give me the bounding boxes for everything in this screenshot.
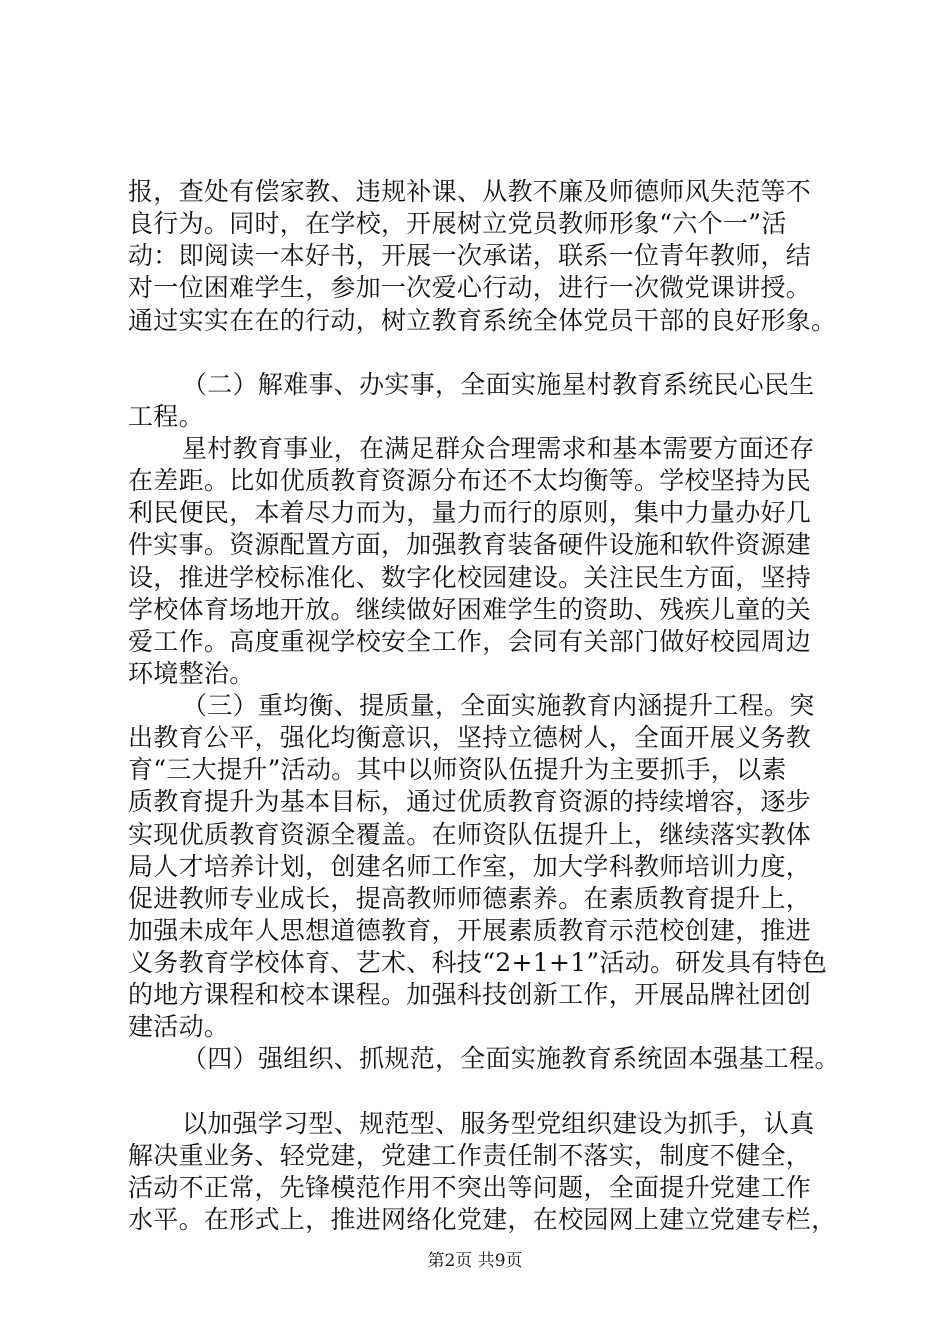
- text-line: 义务教育学校体育、艺术、科技“2+1+1”活动。研发具有特色: [128, 948, 828, 977]
- text-line: 动：即阅读一本好书，开展一次承诺，联系一位青年教师，结: [128, 241, 812, 271]
- text-line: 设，推进学校标准化、数字化校园建设。关注民生方面，坚持: [128, 562, 812, 592]
- text-line: 出教育公平，强化均衡意识，坚持立德树人，全面开展义务教: [128, 723, 812, 753]
- text-line: 通过实实在在的行动，树立教育系统全体党员干部的良好形象。: [128, 305, 837, 335]
- text-line: 爱工作。高度重视学校安全工作，会同有关部门做好校园周边: [128, 626, 812, 656]
- text-line: 水平。在形式上，推进网络化党建，在校园网上建立党建专栏，: [128, 1205, 837, 1234]
- text-line: 在差距。比如优质教育资源分布还不太均衡等。学校坚持为民: [128, 466, 812, 496]
- text-line: 工程。: [128, 401, 204, 431]
- text-line: 建活动。: [128, 1012, 230, 1042]
- section-heading: （三）重均衡、提质量，全面实施教育内涵提升工程。突: [182, 691, 815, 720]
- text-line: 局人才培养计划，创建名师工作室，加大学科教师培训力度，: [128, 851, 812, 881]
- text-line: 实现优质教育资源全覆盖。在师资队伍提升上，继续落实教体: [128, 819, 812, 849]
- section-heading: （四）强组织、抓规范，全面实施教育系统固本强基工程。: [182, 1044, 840, 1074]
- text-line: 良行为。同时，在学校，开展树立党员教师形象“六个一”活: [128, 209, 787, 239]
- text-line: 报，查处有偿家教、违规补课、从教不廉及师德师风失范等不: [128, 177, 812, 206]
- text-line: 以加强学习型、规范型、服务型党组织建设为抓手，认真: [182, 1108, 815, 1138]
- text-line: 利民便民，本着尽力而为，量力而行的原则，集中力量办好几: [128, 498, 812, 528]
- text-line: 的地方课程和校本课程。加强科技创新工作，开展品牌社团创: [128, 980, 812, 1010]
- text-line: 解决重业务、轻党建，党建工作责任制不落实，制度不健全，: [128, 1140, 812, 1170]
- text-line: 质教育提升为基本目标，通过优质教育资源的持续增容，逐步: [128, 787, 812, 817]
- page-footer: 第2页 共9页: [427, 1251, 523, 1271]
- text-line: 加强未成年人思想道德教育，开展素质教育示范校创建，推进: [128, 915, 812, 945]
- text-line: 对一位困难学生，参加一次爱心行动，进行一次微党课讲授。: [128, 273, 812, 303]
- text-line: 活动不正常，先锋模范作用不突出等问题，全面提升党建工作: [128, 1172, 812, 1202]
- text-line: 环境整治。: [128, 658, 255, 688]
- text-line: 件实事。资源配置方面，加强教育装备硬件设施和软件资源建: [128, 530, 812, 560]
- text-line: 促进教师专业成长，提高教师师德素养。在素质教育提升上，: [128, 883, 812, 913]
- section-heading: （二）解难事、办实事，全面实施星村教育系统民心民生: [182, 369, 815, 399]
- text-line: 育“三大提升”活动。其中以师资队伍提升为主要抓手，以素: [128, 755, 787, 785]
- text-line: 星村教育事业，在满足群众合理需求和基本需要方面还存: [182, 434, 815, 463]
- text-line: 学校体育场地开放。继续做好困难学生的资助、残疾儿童的关: [128, 594, 812, 624]
